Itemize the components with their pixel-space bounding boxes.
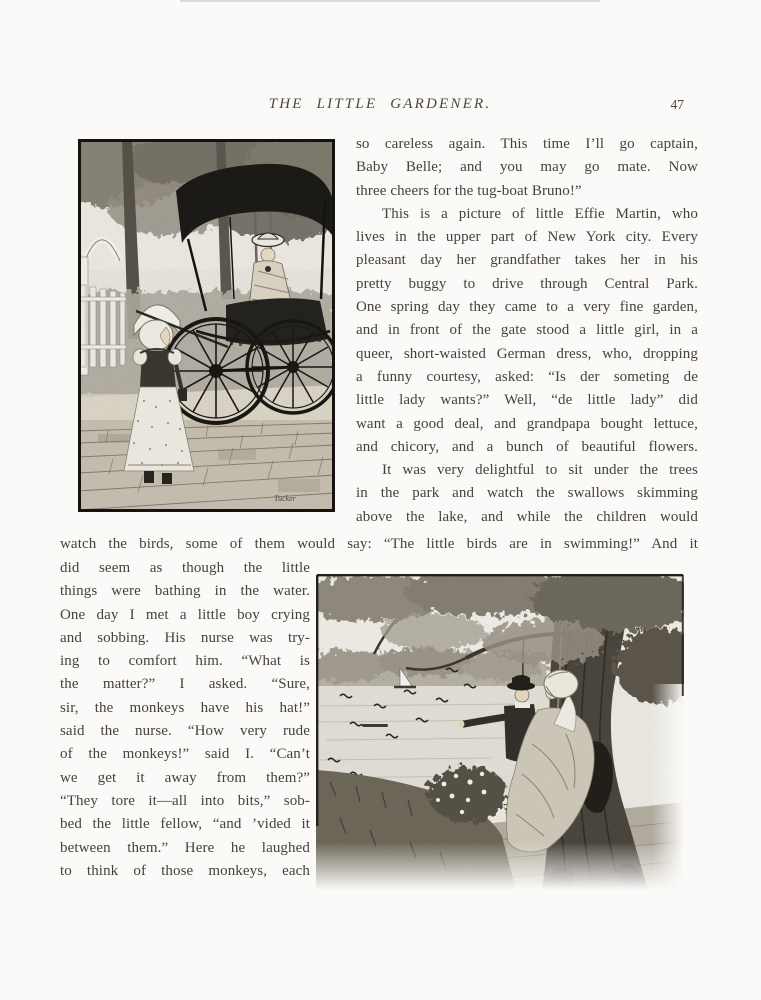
text-line: the matter?” I asked. “Sure, xyxy=(60,676,310,693)
vignette-fade-right xyxy=(652,684,684,890)
text-line: between them.” Here he laughed xyxy=(60,839,310,856)
text-line: things were bathing in the water. xyxy=(60,583,310,600)
text-line: pretty buggy to drive through Central Park. xyxy=(356,275,698,292)
text-line: It was very delightful to sit under the trees xyxy=(382,462,698,479)
full-width-text-line xyxy=(60,533,698,556)
illustration-lake-scene xyxy=(316,574,684,890)
text-line: did seem as though the little xyxy=(60,560,310,576)
text-line: a funny courtesy, asked: “Is der someting de xyxy=(356,368,698,385)
text-line: above the lake, and while the children would xyxy=(356,508,698,525)
left-text-column xyxy=(60,557,310,883)
scan-edge-artifact xyxy=(180,0,600,2)
text-line: pleasant day her grandfather takes her in his xyxy=(356,252,698,269)
text-line: sir, the monkeys have his hat!” xyxy=(60,699,310,716)
text-line: “They tore it—all into bits,” sob- xyxy=(60,792,310,809)
vignette-fade-bottom xyxy=(316,842,684,890)
text-line: This is a picture of little Effie Martin, who xyxy=(382,205,698,222)
text-line: and sobbing. His nurse was try- xyxy=(60,629,310,646)
text-line: lives in the upper part of New York city. Every xyxy=(356,229,698,246)
right-text-column xyxy=(356,133,698,529)
text-line: One spring day they came to a very fine garden, xyxy=(356,299,698,316)
text-line: said the nurse. “How very rude xyxy=(60,723,310,740)
text-line: so careless again. This time I’ll go captain, xyxy=(356,136,698,152)
text-line: of the monkeys!” said I. “Can’t xyxy=(60,746,310,763)
page-number: 47 xyxy=(670,97,684,112)
illustration-carriage-scene xyxy=(78,139,335,512)
text-line: and in front of the gate stood a little girl, in a xyxy=(356,322,698,339)
text-line: in the park and watch the swallows skimming xyxy=(356,485,698,502)
text-line: want a good deal, and grandpapa bought lettuce, xyxy=(356,415,698,432)
text-line: Baby Belle; and you may go mate. Now xyxy=(356,159,698,176)
text-line: we get it away from them?” xyxy=(60,769,310,786)
running-title: THE LITTLE GARDENER. xyxy=(268,96,492,112)
text-line: little lady wants?” Well, “de little lady” did xyxy=(356,392,698,409)
engraving-grain xyxy=(78,139,335,512)
text-line: watch the birds, some of them would say: “The little birds are in swimming!” And it xyxy=(60,536,698,552)
artist-signature: Tucker xyxy=(274,494,296,503)
text-line: three cheers for the tug-boat Bruno!” xyxy=(356,182,582,199)
text-line: to think of those monkeys, each xyxy=(60,862,310,879)
page-header xyxy=(60,96,700,118)
text-line: and chicory, and a bunch of beautiful flowers. xyxy=(356,438,698,455)
text-line: bed the little fellow, “and ’vided it xyxy=(60,816,310,833)
text-line: One day I met a little boy crying xyxy=(60,606,310,623)
text-line: queer, short-waisted German dress, who, dropping xyxy=(356,345,698,362)
text-line: ing to comfort him. “What is xyxy=(60,653,310,670)
